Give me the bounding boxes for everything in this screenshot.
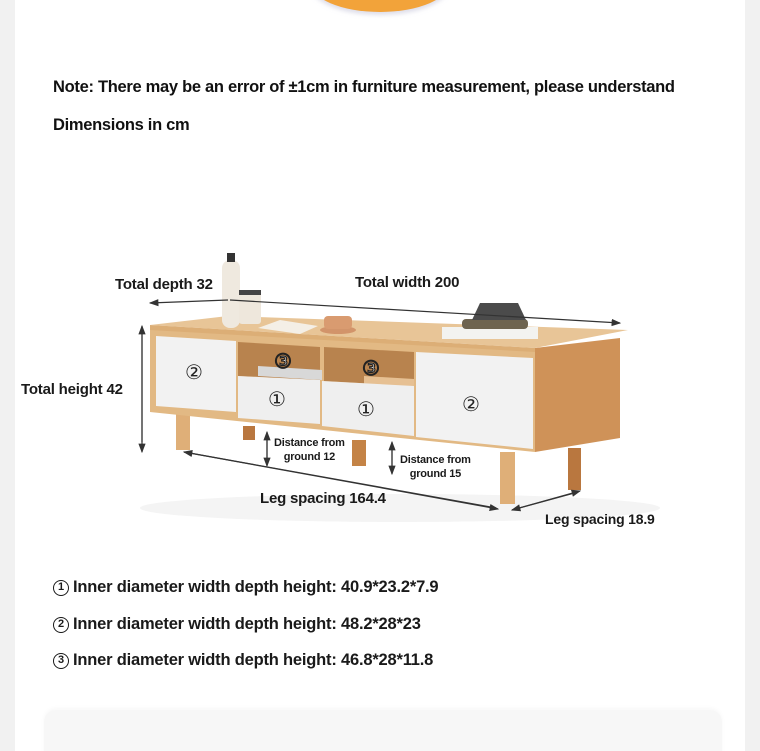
next-section-panel [44,710,722,751]
svg-text:②: ② [462,392,480,416]
total-width-label: Total width 200 [355,274,460,291]
marker-2-left: ② [185,360,203,384]
leg-spacing-short-label: Leg spacing 18.9 [545,511,655,527]
tv-stand-dimension-diagram [0,230,760,550]
total-height-label: Total height 42 [21,381,123,398]
svg-text:③: ③ [274,349,292,373]
marker-1-icon: 1 [53,580,69,596]
measurement-note: Note: There may be an error of ±1cm in furniture measurement, please understand [53,78,675,96]
svg-text:①: ① [357,397,375,421]
spec-row-shelf-3: 3 Inner diameter width depth height: 46.8*28*11.8 [53,651,433,670]
leg-front-right [500,452,515,504]
ground-clearance-12-label: Distance from ground 12 [274,437,345,463]
svg-text:③: ③ [362,356,380,380]
leg-spacing-long-label: Leg spacing 164.4 [260,490,386,507]
spec-row-drawer-2: 2 Inner diameter width depth height: 48.2*28*23 [53,615,421,634]
marker-2-icon: 2 [53,617,69,633]
spec-row-drawer-1: 1 Inner diameter width depth height: 40.9*23.2*7.9 [53,578,438,597]
total-depth-label: Total depth 32 [115,276,213,293]
dimensions-unit-label: Dimensions in cm [53,116,190,134]
leg-back-right [568,448,581,490]
ground-clearance-15-label: Distance from ground 15 [400,454,471,480]
marker-3-icon: 3 [53,653,69,669]
leg-back-left [243,426,255,440]
svg-text:①: ① [268,387,286,411]
